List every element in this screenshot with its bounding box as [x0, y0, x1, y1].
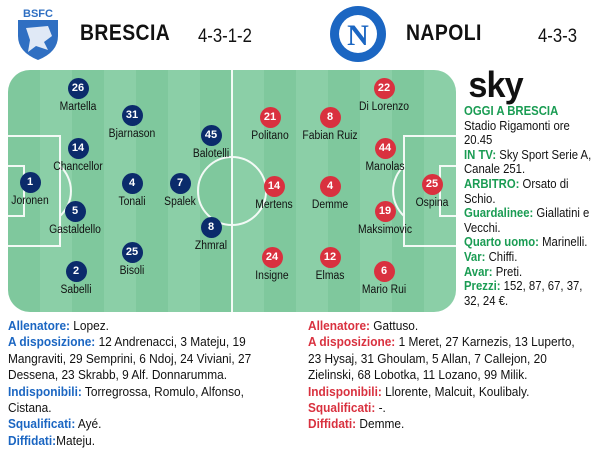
match-info — [464, 104, 601, 308]
player-number: 19 — [375, 201, 396, 222]
player-number: 6 — [374, 261, 395, 282]
player-number: 4 — [320, 176, 341, 197]
home-notes — [8, 318, 278, 449]
player-name: Bjarnason — [108, 128, 156, 140]
player-number: 44 — [375, 138, 396, 159]
home-diffidati-label: Diffidati: — [8, 432, 57, 448]
info-prezzi: 152, 87, 67, 37, 32, 24 €. — [464, 279, 583, 308]
player-number: 25 — [122, 242, 143, 263]
player-name: Fabian Ruiz — [302, 130, 358, 142]
home-team-name: BRESCIA — [80, 20, 171, 45]
away-squalificati: -. — [375, 400, 386, 416]
player-name: Bisoli — [119, 265, 145, 277]
away-player-ospina — [387, 174, 456, 209]
player-number: 2 — [66, 261, 87, 282]
player-number: 22 — [374, 78, 395, 99]
player-number: 31 — [122, 105, 143, 126]
player-name: Spalek — [164, 196, 196, 208]
home-player-bisoli — [87, 242, 177, 277]
player-name: Tonali — [118, 196, 146, 208]
napoli-crest — [328, 4, 388, 69]
away-team-name: NAPOLI — [406, 20, 482, 45]
home-player-chancellor — [33, 138, 123, 173]
svg-text:BSFC: BSFC — [23, 8, 53, 20]
home-indisponibili: Torregrossa, Romulo, Alfonso, Cistana. — [8, 383, 244, 416]
info-stadio: Stadio Rigamonti ore 20.45 — [464, 118, 570, 148]
player-name: Manolas — [365, 161, 405, 173]
player-name: Martella — [59, 101, 97, 113]
player-name: Ospina — [415, 197, 449, 209]
away-allenatore: Gattuso. — [370, 318, 419, 333]
player-name: Gastaldello — [49, 224, 101, 236]
away-indisponibili-label: Indisponibili: — [308, 383, 382, 399]
info-avar-label: Avar: — [464, 264, 493, 279]
player-number: 25 — [422, 174, 443, 195]
player-number: 5 — [65, 201, 86, 222]
player-name: Balotelli — [192, 148, 230, 160]
away-allenatore-label: Allenatore: — [308, 318, 371, 333]
player-name: Mertens — [255, 199, 293, 211]
away-header — [406, 0, 492, 66]
home-disposizione: 12 Andrenacci, 3 Mateju, 19 Mangraviti, 29 Semprini, 6 Ndoj, 24 Viviani, 27 Dessena, 23 Skrabb, 9 Alf. Donnarumma. — [8, 334, 252, 383]
info-guardalinee-label: Guardalinee: — [464, 206, 534, 221]
home-diffidati: Mateju. — [56, 432, 96, 448]
info-var-label: Var: — [464, 249, 486, 264]
info-quarto-label: Quarto uomo: — [464, 235, 539, 250]
player-number: 1 — [20, 172, 41, 193]
info-prezzi-label: Prezzi: — [464, 279, 501, 294]
player-name: Sabelli — [60, 284, 92, 296]
info-quarto: Marinelli. — [538, 235, 588, 250]
player-number: 8 — [201, 217, 222, 238]
player-name: Politano — [251, 130, 289, 142]
player-number: 14 — [68, 138, 89, 159]
player-name: Joronen — [11, 195, 49, 207]
info-oggi-label: OGGI A BRESCIA — [464, 104, 559, 118]
home-player-bjarnason — [87, 105, 177, 140]
away-indisponibili: Llorente, Malcuit, Koulibaly. — [381, 383, 530, 399]
away-notes — [308, 318, 578, 433]
info-arbitro-label: ARBITRO: — [464, 176, 520, 191]
player-name: Elmas — [315, 270, 345, 282]
brescia-crest — [14, 6, 62, 67]
away-player-manolas — [340, 138, 430, 173]
away-disposizione: 1 Meret, 27 Karnezis, 13 Luperto, 23 Hysaj, 31 Ghoulam, 5 Allan, 7 Callejon, 20 Zielinski, 68 Lobotka, 11 Lozano, 99 Milik. — [308, 334, 575, 383]
player-name: Demme — [311, 199, 349, 211]
info-avar: Preti. — [492, 264, 523, 279]
home-allenatore: Lopez. — [70, 318, 109, 333]
info-arbitro: Orsato di Schio. — [464, 176, 569, 206]
pitch — [8, 70, 456, 312]
info-tv-label: IN TV: — [464, 147, 497, 162]
info-guardalinee: Giallatini e Vecchi. — [464, 206, 590, 235]
home-formation: 4-3-1-2 — [198, 26, 252, 47]
player-name: Chancellor — [53, 161, 103, 173]
away-player-di-lorenzo — [339, 78, 429, 113]
away-formation: 4-3-3 — [538, 26, 578, 47]
info-tv: Sky Sport Serie A, Canale 251. — [464, 147, 592, 177]
info-var: Chiffi. — [485, 249, 518, 264]
player-number: 24 — [262, 247, 283, 268]
player-number: 8 — [320, 107, 341, 128]
away-squalificati-label: Squalificati: — [308, 400, 376, 416]
player-number: 4 — [122, 173, 143, 194]
home-player-spalek — [135, 173, 225, 208]
player-name: Zhmral — [194, 240, 228, 252]
away-diffidati: Demme. — [356, 416, 405, 432]
home-squalificati-label: Squalificati: — [8, 416, 76, 432]
sky-logo: sky — [468, 64, 523, 105]
player-name: Maksimovic — [357, 224, 413, 236]
player-number: 7 — [170, 173, 191, 194]
player-number: 12 — [320, 247, 341, 268]
svg-text:N: N — [347, 19, 369, 52]
home-disposizione-label: A disposizione: — [8, 334, 96, 350]
player-name: Di Lorenzo — [358, 101, 410, 113]
player-name: Mario Rui — [361, 284, 407, 296]
home-header — [80, 0, 183, 66]
player-number: 21 — [260, 107, 281, 128]
away-disposizione-label: A disposizione: — [308, 334, 396, 350]
away-player-mario-rui — [339, 261, 429, 296]
away-diffidati-label: Diffidati: — [308, 416, 357, 432]
player-number: 14 — [264, 176, 285, 197]
home-squalificati: Ayé. — [75, 416, 102, 432]
player-number: 26 — [68, 78, 89, 99]
home-indisponibili-label: Indisponibili: — [8, 383, 82, 399]
player-name: Insigne — [255, 270, 289, 282]
player-number: 45 — [201, 125, 222, 146]
home-allenatore-label: Allenatore: — [8, 318, 71, 333]
